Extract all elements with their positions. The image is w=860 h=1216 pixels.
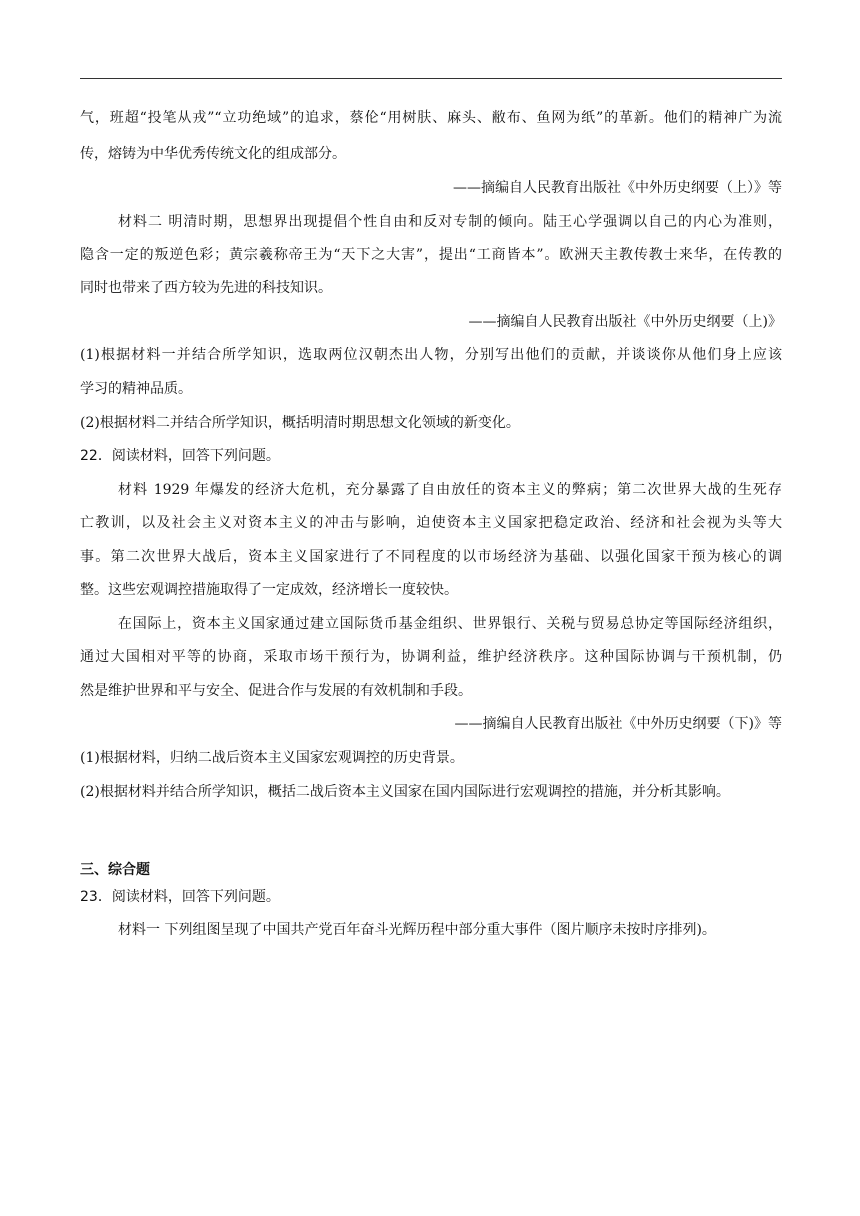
q22-para1-line2: 亡教训，以及社会主义对资本主义的冲击与影响，迫使资本主义国家把稳定政治、经济和社会视为头等大 — [80, 515, 782, 531]
q22-question2: (2)根据材料并结合所学知识，概括二战后资本主义国家在国内国际进行宏观调控的措施，并分析其影响。 — [80, 784, 730, 800]
q22-heading: 22．阅读材料，回答下列问题。 — [80, 448, 280, 464]
q22-para2-line2: 通过大国相对平等的协商，采取市场干预行为，协调利益，维护经济秩序。这种国际协调与干预机制，仍 — [80, 649, 782, 665]
q23-material1: 材料一 下列组图呈现了中国共产党百年奋斗光辉历程中部分重大事件（图片顺序未按时序排列)。 — [118, 922, 716, 938]
q21-material1-source: ——摘编自人民教育出版社《中外历史纲要（上）》等 — [453, 180, 782, 196]
q22-para1-line3: 事。第二次世界大战后，资本主义国家进行了不同程度的以市场经济为基础、以强化国家干预为核心的调 — [80, 549, 782, 565]
q22-source: ——摘编自人民教育出版社《中外历史纲要（下)》等 — [454, 716, 782, 732]
q21-question2: (2)根据材料二并结合所学知识，概括明清时期思想文化领域的新变化。 — [80, 415, 520, 431]
q23-heading: 23．阅读材料，回答下列问题。 — [80, 889, 280, 905]
q22-para1-line1: 材料 1929 年爆发的经济大危机，充分暴露了自由放任的资本主义的弊病；第二次世界大战的生死存 — [118, 482, 782, 498]
q21-material2-line3: 同时也带来了西方较为先进的科技知识。 — [80, 280, 332, 296]
header-rule — [80, 78, 782, 79]
q22-question1: (1)根据材料，归纳二战后资本主义国家宏观调控的历史背景。 — [80, 750, 464, 766]
q21-question1-line2: 学习的精神品质。 — [80, 381, 192, 397]
q21-material1-line2: 传，熔铸为中华优秀传统文化的组成部分。 — [80, 146, 346, 162]
q21-question1-line1: (1)根据材料一并结合所学知识，选取两位汉朝杰出人物，分别写出他们的贡献，并谈谈你从他们身上应该 — [80, 347, 782, 363]
q22-para2-line3: 然是维护世界和平与安全、促进合作与发展的有效机制和手段。 — [80, 683, 472, 699]
section3-heading: 三、综合题 — [80, 862, 150, 878]
q21-material2-source: ——摘编自人民教育出版社《中外历史纲要（上)》 — [468, 314, 782, 330]
q22-para2-line1: 在国际上，资本主义国家通过建立国际货币基金组织、世界银行、关税与贸易总协定等国际经济组织， — [118, 616, 782, 632]
q22-para1-line4: 整。这些宏观调控措施取得了一定成效，经济增长一度较快。 — [80, 582, 458, 598]
q21-material2-line2: 隐含一定的叛逆色彩；黄宗羲称帝王为“天下之大害”，提出“工商皆本”。欧洲天主教传教士来华，在传教的 — [80, 247, 782, 263]
q21-material1-line1: 气，班超“投笔从戎”“立功绝域”的追求，蔡伦“用树肤、麻头、敝布、鱼网为纸”的革新。他们的精神广为流 — [80, 110, 782, 126]
q21-material2-line1: 材料二 明清时期，思想界出现提倡个性自由和反对专制的倾向。陆王心学强调以自己的内心为准则， — [118, 214, 782, 230]
